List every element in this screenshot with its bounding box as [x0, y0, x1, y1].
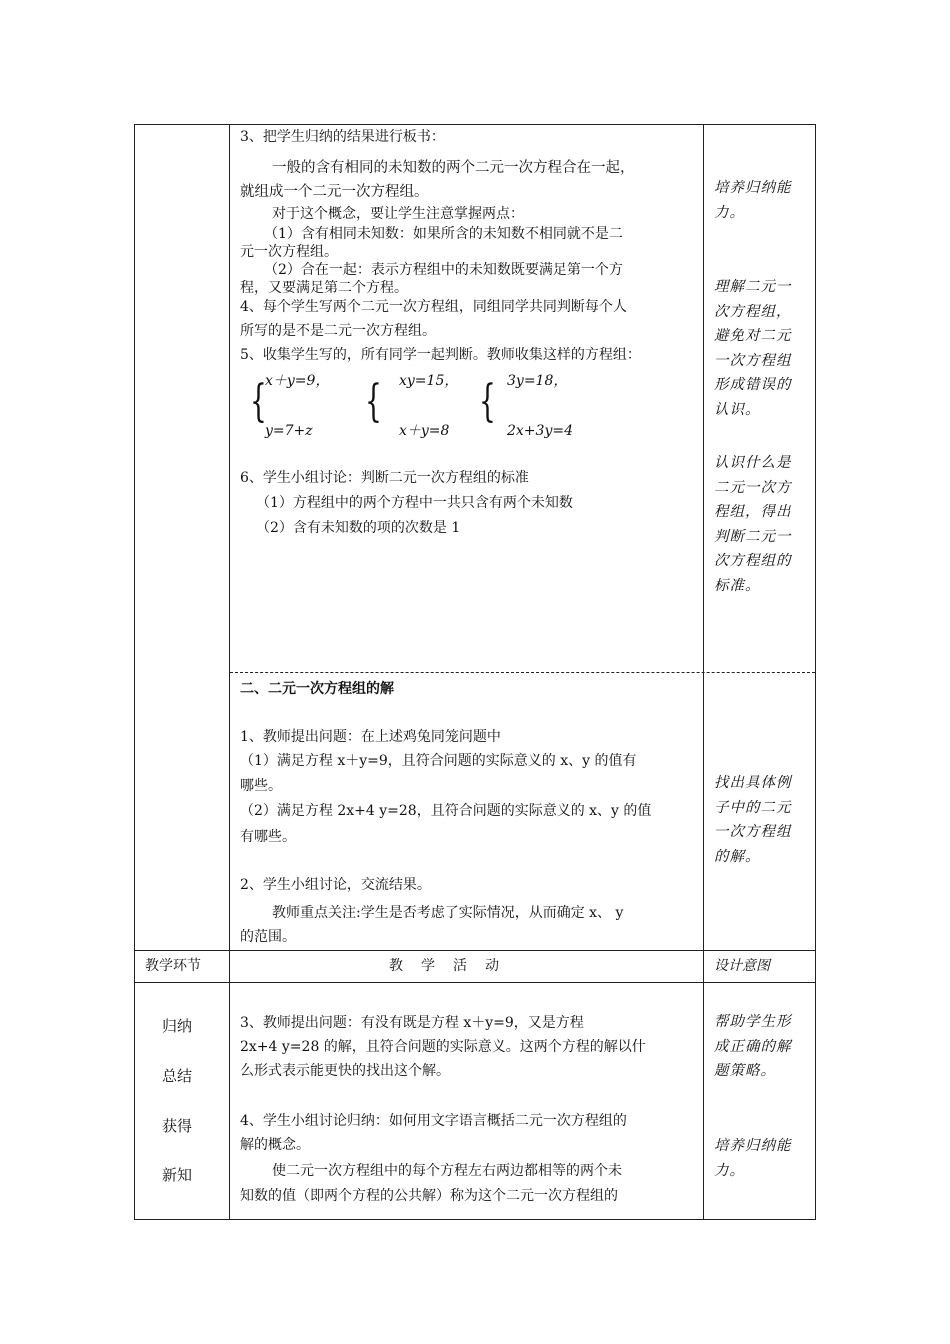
question4-line2: 解的概念。 [240, 1137, 310, 1153]
system1-bottom: y=7+z [265, 423, 313, 439]
step3-line: 3、把学生归纳的结果进行板书： [240, 129, 445, 145]
question2-line1: （2）满足方程 2x+4 y=28，且符合问题的实际意义的 x、y 的值 [240, 803, 652, 819]
criterion2: （2）含有未知数的项的次数是 1 [256, 520, 461, 536]
table-border-top [134, 124, 816, 125]
system2-top: xy=15， [399, 373, 459, 389]
question3-line2: 2x+4 y=28 的解，且符合问题的实际意义。这两个方程的解以什 [240, 1039, 646, 1055]
note-induction-2: 培养归纳能力。 [714, 1138, 792, 1179]
question1-line1: （1）满足方程 x＋y=9，且符合问题的实际意义的 x、y 的值有 [240, 753, 637, 769]
header-activity: 教 学 活 动 [389, 958, 501, 974]
step4-line2: 所写的是不是二元一次方程组。 [240, 323, 436, 339]
note-understand-system: 理解二元一次方程组，避免对二元一次方程组形成错误的认识。 [714, 279, 792, 418]
table-border-bottom [134, 1219, 816, 1220]
question-intro: 1、教师提出问题：在上述鸡兔同笼问题中 [240, 729, 501, 745]
point1-line2: 元一次方程组。 [240, 244, 338, 260]
question3-line3: 么形式表示能更快的找出这个解。 [240, 1063, 450, 1079]
note-induction: 培养归纳能力。 [714, 180, 792, 221]
point1-line1: （1）含有相同未知数：如果所含的未知数不相同就不是二 [264, 226, 623, 242]
stage-label-1: 归纳 [162, 1017, 193, 1035]
system2-bottom: x＋y=8 [399, 423, 450, 439]
question4-line1: 4、学生小组讨论归纳：如何用文字语言概括二元一次方程组的 [240, 1113, 627, 1129]
table-border-left [134, 124, 135, 1220]
brace-icon: { [365, 376, 382, 427]
stage-label-3: 获得 [162, 1117, 193, 1135]
question2-line2: 有哪些。 [240, 829, 296, 845]
note-criteria: 认识什么是二元一次方程组，得出判断二元一次方程组的标准。 [714, 455, 792, 594]
step5-line: 5、收集学生写的，所有同学一起判断。教师收集这样的方程组： [240, 347, 641, 363]
note-solving-strategy: 帮助学生形成正确的解题策略。 [714, 1014, 792, 1079]
system3-bottom: 2x+3y=4 [507, 423, 573, 439]
header-row-bottom [134, 982, 816, 983]
question3-line1: 3、教师提出问题：有没有既是方程 x＋y=9，又是方程 [240, 1015, 584, 1031]
stage-label-2: 总结 [162, 1067, 193, 1085]
definition-solution-line2: 知数的值（即两个方程的公共解）称为这个二元一次方程组的 [240, 1188, 618, 1204]
teacher-focus-line1: 教师重点关注:学生是否考虑了实际情况，从而确定 x、 y [272, 905, 624, 921]
system3-top: 3y=18， [507, 373, 568, 389]
group-discussion: 2、学生小组讨论，交流结果。 [240, 877, 431, 893]
header-stage: 教学环节 [145, 958, 201, 974]
point2-line2: 程，又要满足第二个方程。 [240, 280, 408, 296]
brace-icon: { [479, 376, 496, 427]
note-find-solution: 找出具体例子中的二元一次方程组的解。 [714, 775, 792, 865]
question1-line2: 哪些。 [240, 778, 282, 794]
teacher-focus-line2: 的范围。 [240, 929, 296, 945]
table-border-right [815, 124, 816, 1220]
header-row-top [134, 950, 816, 951]
definition-line2: 就组成一个二元一次方程组。 [240, 184, 429, 200]
definition-line1: 一般的含有相同的未知数的两个二元一次方程合在一起， [272, 160, 635, 176]
section2-heading: 二、二元一次方程组的解 [240, 681, 394, 697]
criterion1: （1）方程组中的两个方程中一共只含有两个未知数 [256, 495, 573, 511]
definition-solution-line1: 使二元一次方程组中的每个方程左右两边都相等的两个未 [272, 1163, 622, 1179]
brace-icon: { [250, 376, 267, 427]
step6-line: 6、学生小组讨论：判断二元一次方程组的标准 [240, 470, 529, 486]
stage-label-4: 新知 [162, 1166, 193, 1184]
step4-line1: 4、每个学生写两个二元一次方程组，同组同学共同判断每个人 [240, 299, 627, 315]
section-dashed-divider [230, 672, 815, 673]
system1-top: x＋y=9， [265, 373, 330, 389]
point2-line1: （2）合在一起：表示方程组中的未知数既要满足第一个方 [264, 262, 623, 278]
header-design-intent: 设计意图 [714, 958, 770, 974]
key-points-intro: 对于这个概念，要让学生注意掌握两点： [272, 206, 524, 222]
